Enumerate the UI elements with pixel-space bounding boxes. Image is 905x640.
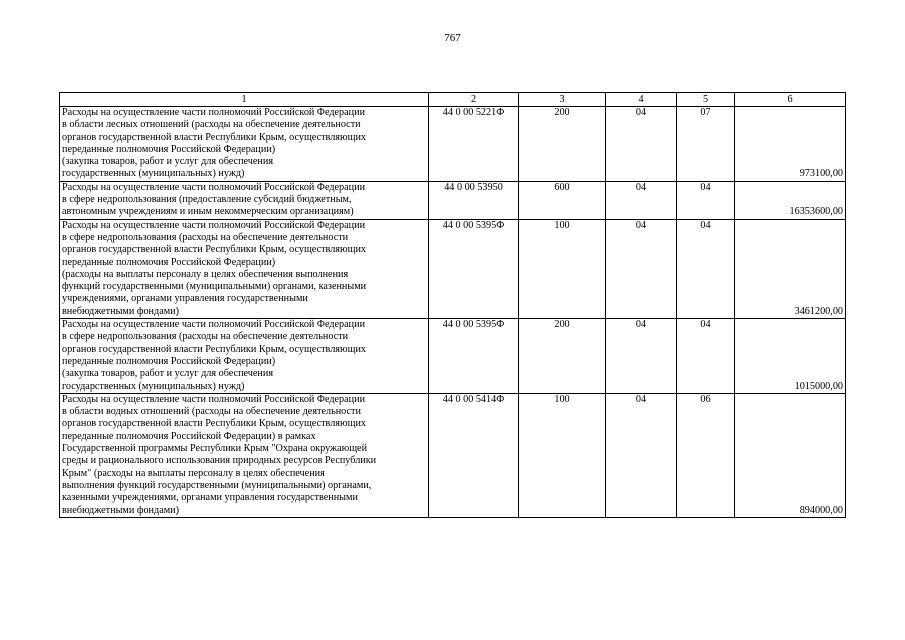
subsection-cell: 07 <box>677 107 735 182</box>
subsection-cell: 06 <box>677 393 735 517</box>
description-cell <box>60 393 429 517</box>
page-number: 767 <box>444 32 461 44</box>
description-line: выполнения функций государственными (муниципальными) органами, <box>62 479 372 491</box>
description-line: органов государственной власти Республики Крым, осуществляющих <box>62 244 366 256</box>
section-cell: 04 <box>606 219 677 318</box>
description-line: Расходы на осуществление части полномочий Российской Федерации <box>62 319 366 331</box>
subsection-cell: 04 <box>677 219 735 318</box>
description-line: Крым" (расходы на выплаты персоналу в целях обеспечения <box>62 467 325 479</box>
header-col-3: 3 <box>519 93 606 107</box>
description-line: учреждениями, органами управления государственными <box>62 293 308 305</box>
section-cell: 04 <box>606 319 677 394</box>
description-line: переданные полномочия Российской Федерации) <box>62 143 276 155</box>
description-line: органов государственной власти Республики Крым, осуществляющих <box>62 343 366 355</box>
amount-cell: 16353600,00 <box>735 181 846 219</box>
description-line: среды и рационального использования природных ресурсов Республики <box>62 455 377 467</box>
description-line: в сфере недропользования (расходы на обеспечение деятельности <box>62 331 349 343</box>
header-row <box>60 93 846 107</box>
expense-type-cell: 200 <box>519 107 606 182</box>
subsection-cell: 04 <box>677 319 735 394</box>
code-cell: 44 0 00 5221Ф <box>429 107 519 182</box>
description-line: Расходы на осуществление части полномочий Российской Федерации <box>62 393 366 405</box>
description-cell <box>60 319 429 394</box>
amount-cell: 894000,00 <box>735 393 846 517</box>
amount-cell: 1015000,00 <box>735 319 846 394</box>
table-row <box>60 219 846 318</box>
description-line: переданные полномочия Российской Федерации) <box>62 256 276 268</box>
expense-type-cell: 200 <box>519 319 606 394</box>
amount-cell: 3461200,00 <box>735 219 846 318</box>
header-col-5: 5 <box>677 93 735 107</box>
table-row <box>60 181 846 219</box>
section-cell: 04 <box>606 393 677 517</box>
description-line: казенными учреждениями, органами управления государственными <box>62 492 358 504</box>
header-col-2: 2 <box>429 93 519 107</box>
description-line: (закупка товаров, работ и услуг для обеспечения <box>62 368 274 380</box>
header-col-1: 1 <box>60 93 429 107</box>
description-line: Расходы на осуществление части полномочий Российской Федерации <box>62 181 366 193</box>
subsection-cell: 04 <box>677 181 735 219</box>
description-line: в области лесных отношений (расходы на обеспечение деятельности <box>62 119 361 131</box>
budget-table <box>59 92 846 518</box>
description-line: Расходы на осуществление части полномочий Российской Федерации <box>62 219 366 231</box>
description-line: переданные полномочия Российской Федерации) в рамках <box>62 430 316 442</box>
description-line: (расходы на выплаты персоналу в целях обеспечения выполнения <box>62 268 349 280</box>
description-line: государственных (муниципальных) нужд) <box>62 380 245 392</box>
expense-type-cell: 600 <box>519 181 606 219</box>
table-row <box>60 393 846 517</box>
description-line: функций государственными (муниципальными) органами, казенными <box>62 281 367 293</box>
section-cell: 04 <box>606 107 677 182</box>
description-line: в сфере недропользования (расходы на обеспечение деятельности <box>62 231 349 243</box>
description-line: автономным учреждениям и иным некоммерческим организациям) <box>62 206 354 218</box>
code-cell: 44 0 00 5395Ф <box>429 219 519 318</box>
description-line: Государственной программы Республики Крым "Охрана окружающей <box>62 443 368 455</box>
description-line: в сфере недропользования (предоставление субсидий бюджетным, <box>62 194 352 206</box>
header-col-6: 6 <box>735 93 846 107</box>
header-col-4: 4 <box>606 93 677 107</box>
description-line: внебюджетными фондами) <box>62 305 180 317</box>
description-line: внебюджетными фондами) <box>62 504 180 516</box>
section-cell: 04 <box>606 181 677 219</box>
description-cell <box>60 181 429 219</box>
table-row <box>60 319 846 394</box>
code-cell: 44 0 00 53950 <box>429 181 519 219</box>
table-row <box>60 107 846 182</box>
description-line: государственных (муниципальных) нужд) <box>62 168 245 180</box>
description-line: органов государственной власти Республики Крым, осуществляющих <box>62 418 366 430</box>
expense-type-cell: 100 <box>519 219 606 318</box>
description-line: (закупка товаров, работ и услуг для обеспечения <box>62 156 274 168</box>
description-line: Расходы на осуществление части полномочий Российской Федерации <box>62 107 366 118</box>
description-line: органов государственной власти Республики Крым, осуществляющих <box>62 131 366 143</box>
code-cell: 44 0 00 5414Ф <box>429 393 519 517</box>
description-line: переданные полномочия Российской Федерации) <box>62 355 276 367</box>
amount-cell: 973100,00 <box>735 107 846 182</box>
expense-type-cell: 100 <box>519 393 606 517</box>
table-body <box>60 107 846 518</box>
description-cell <box>60 107 429 182</box>
description-line: в области водных отношений (расходы на обеспечение деятельности <box>62 406 361 418</box>
code-cell: 44 0 00 5395Ф <box>429 319 519 394</box>
description-cell <box>60 219 429 318</box>
